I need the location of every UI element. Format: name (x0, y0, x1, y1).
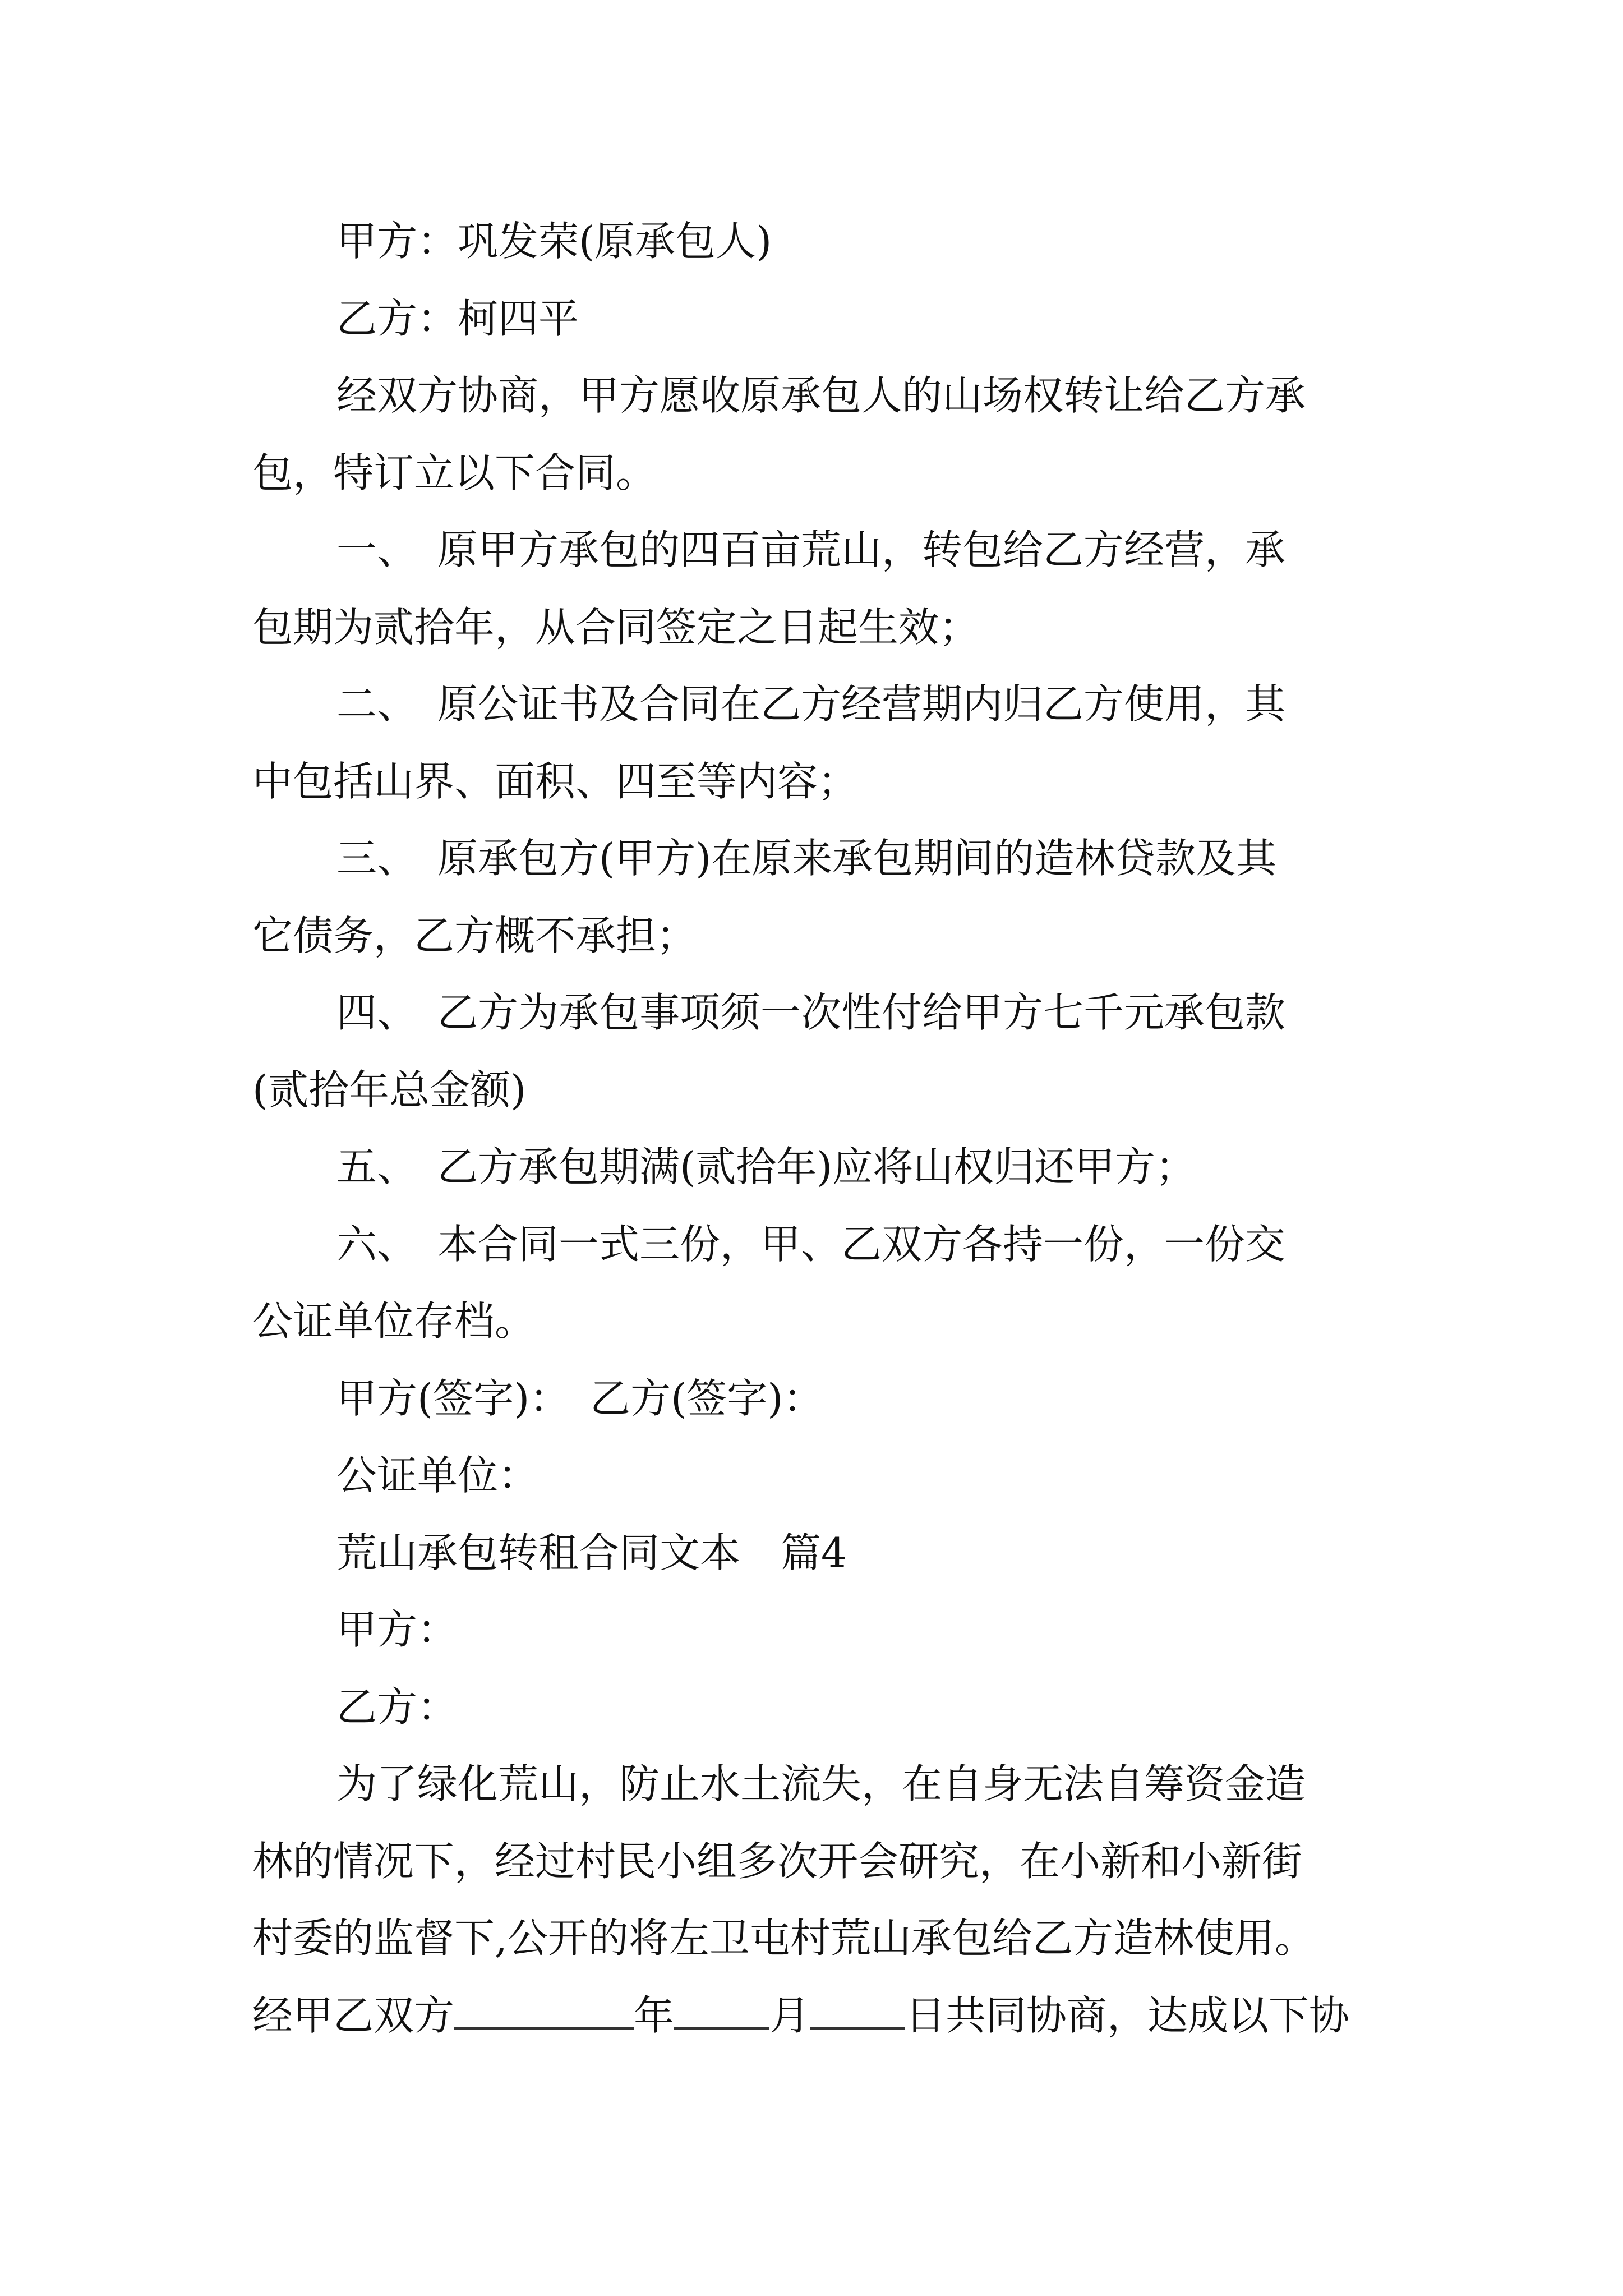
clause-6-line-1: 六、 本合同一式三份，甲、乙双方各持一份，一份交 (336, 1221, 1286, 1268)
party-a-original: 甲方：巩发荣(原承包人) (336, 218, 772, 265)
clause-2-line-1: 二、 原公证书及合同在乙方经营期内归乙方使用，其 (336, 680, 1286, 728)
clause-5: 五、 乙方承包期满(贰拾年)应将山权归还甲方； (336, 1143, 1196, 1190)
clause-4-line-2: (贰拾年总金额) (252, 1066, 527, 1114)
day-blank (810, 1988, 905, 2030)
clause-2-line-2: 中包括山界、面积、四至等内容； (252, 758, 859, 805)
month-blank (674, 1988, 769, 2030)
agreement-date-line (0, 1987, 1623, 2044)
year-blank (454, 1988, 634, 2030)
month-label: 月 (769, 1992, 810, 2039)
purpose-line-1: 为了绿化荒山，防止水土流失，在自身无法自筹资金造 (336, 1760, 1306, 1807)
clause-1-line-2: 包期为贰拾年，从合同签定之日起生效； (252, 604, 980, 651)
clause-3-line-1: 三、 原承包方(甲方)在原来承包期间的造林贷款及其 (336, 835, 1277, 882)
clause-3-line-2: 它债务，乙方概不承担； (252, 912, 697, 959)
notary-unit: 公证单位： (336, 1452, 539, 1499)
signature-line: 甲方(签字)： 乙方(签字)： (336, 1375, 824, 1422)
party-b-name: 乙方：柯四平 (336, 295, 579, 342)
section-title: 荒山承包转租合同文本 篇4 (336, 1529, 847, 1576)
party-a-blank: 甲方： (336, 1606, 458, 1653)
clause-1-line-1: 一、 原甲方承包的四百亩荒山，转包给乙方经营，承 (336, 526, 1286, 573)
intro-line-2: 包，特订立以下合同。 (252, 449, 657, 496)
agreement-prefix: 经甲乙双方 (252, 1992, 455, 2039)
purpose-line-3: 村委的监督下,公开的将左卫屯村荒山承包给乙方造林使用。 (252, 1915, 1315, 1962)
clause-4-line-1: 四、 乙方为承包事项须一次性付给甲方七千元承包款 (336, 989, 1286, 1036)
year-label: 年 (634, 1992, 675, 2039)
purpose-line-2: 林的情况下，经过村民小组多次开会研究，在小新和小新街 (252, 1838, 1303, 1885)
agreement-suffix: 日共同协商，达成以下协 (905, 1992, 1350, 2039)
party-b-blank: 乙方： (336, 1683, 458, 1731)
intro-line-1: 经双方协商，甲方愿收原承包人的山场权转让给乙方承 (336, 372, 1306, 419)
clause-6-line-2: 公证单位存档。 (252, 1297, 536, 1345)
